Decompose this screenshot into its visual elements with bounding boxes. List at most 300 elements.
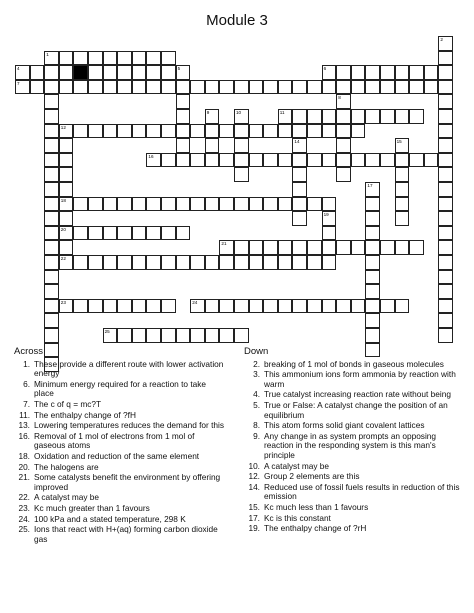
grid-cell[interactable]	[307, 197, 322, 212]
grid-cell[interactable]	[176, 197, 191, 212]
grid-cell[interactable]	[161, 153, 176, 168]
grid-cell[interactable]	[219, 197, 234, 212]
grid-cell[interactable]	[15, 65, 30, 80]
grid-cell[interactable]	[278, 299, 293, 314]
grid-cell[interactable]	[205, 197, 220, 212]
grid-cell[interactable]	[44, 197, 59, 212]
grid-cell[interactable]	[88, 226, 103, 241]
grid-cell[interactable]	[44, 138, 59, 153]
grid-cell[interactable]	[395, 65, 410, 80]
grid-cell[interactable]	[88, 124, 103, 139]
grid-cell[interactable]	[438, 270, 453, 285]
grid-cell[interactable]	[263, 124, 278, 139]
grid-cell[interactable]	[438, 36, 453, 51]
grid-cell[interactable]	[234, 328, 249, 343]
grid-cell[interactable]	[395, 182, 410, 197]
grid-cell[interactable]	[278, 109, 293, 124]
grid-cell[interactable]	[103, 51, 118, 66]
grid-cell[interactable]	[292, 167, 307, 182]
grid-cell[interactable]	[395, 138, 410, 153]
grid-cell[interactable]	[44, 240, 59, 255]
across-clue	[14, 411, 226, 421]
clue-number: 16	[148, 153, 154, 159]
grid-cell[interactable]	[44, 284, 59, 299]
grid-cell[interactable]	[351, 109, 366, 124]
grid-cell[interactable]	[44, 94, 59, 109]
grid-cell[interactable]	[292, 255, 307, 270]
grid-cell[interactable]	[278, 124, 293, 139]
grid-cell[interactable]	[59, 211, 74, 226]
grid-cell[interactable]	[438, 182, 453, 197]
grid-cell[interactable]	[103, 197, 118, 212]
grid-cell[interactable]	[44, 270, 59, 285]
clue-number: 17.	[248, 512, 260, 523]
grid-cell[interactable]	[132, 51, 147, 66]
grid-cell[interactable]	[395, 153, 410, 168]
grid-cell[interactable]	[44, 328, 59, 343]
grid-cell[interactable]	[234, 197, 249, 212]
grid-cell[interactable]	[190, 80, 205, 95]
grid-cell[interactable]	[132, 328, 147, 343]
grid-cell[interactable]	[307, 80, 322, 95]
grid-cell[interactable]	[409, 80, 424, 95]
grid-cell[interactable]	[409, 65, 424, 80]
grid-cell[interactable]	[365, 270, 380, 285]
grid-cell[interactable]	[395, 240, 410, 255]
grid-cell[interactable]	[409, 153, 424, 168]
grid-cell[interactable]	[146, 153, 161, 168]
grid-cell[interactable]	[219, 153, 234, 168]
grid-cell[interactable]	[234, 153, 249, 168]
grid-cell[interactable]	[59, 240, 74, 255]
grid-cell[interactable]	[190, 255, 205, 270]
grid-cell[interactable]	[146, 51, 161, 66]
grid-cell[interactable]	[117, 80, 132, 95]
grid-cell[interactable]	[59, 299, 74, 314]
grid-cell[interactable]	[205, 80, 220, 95]
grid-cell[interactable]	[176, 226, 191, 241]
grid-cell[interactable]	[161, 197, 176, 212]
down-clue	[244, 370, 466, 389]
grid-cell[interactable]	[438, 284, 453, 299]
grid-cell[interactable]	[219, 328, 234, 343]
grid-cell[interactable]	[438, 153, 453, 168]
grid-cell[interactable]	[132, 197, 147, 212]
grid-cell[interactable]	[103, 226, 118, 241]
grid-cell[interactable]	[278, 240, 293, 255]
grid-cell[interactable]	[88, 51, 103, 66]
grid-cell[interactable]	[219, 80, 234, 95]
grid-cell[interactable]	[292, 109, 307, 124]
grid-cell[interactable]	[438, 197, 453, 212]
grid-cell[interactable]	[161, 124, 176, 139]
grid-cell[interactable]	[322, 226, 337, 241]
grid-cell[interactable]	[44, 211, 59, 226]
grid-cell[interactable]	[146, 80, 161, 95]
grid-cell[interactable]	[249, 197, 264, 212]
grid-cell[interactable]	[424, 65, 439, 80]
grid-cell[interactable]	[438, 80, 453, 95]
grid-cell[interactable]	[438, 299, 453, 314]
grid-cell[interactable]	[59, 255, 74, 270]
grid-cell[interactable]	[292, 124, 307, 139]
grid-cell[interactable]	[190, 299, 205, 314]
grid-cell[interactable]	[219, 255, 234, 270]
grid-cell[interactable]	[176, 80, 191, 95]
grid-cell[interactable]	[103, 255, 118, 270]
clue-text: A catalyst may be	[34, 492, 100, 503]
grid-cell[interactable]	[409, 109, 424, 124]
grid-cell[interactable]	[336, 299, 351, 314]
grid-cell[interactable]	[161, 226, 176, 241]
grid-cell[interactable]	[73, 197, 88, 212]
grid-cell[interactable]	[176, 138, 191, 153]
grid-cell[interactable]	[59, 226, 74, 241]
grid-cell[interactable]	[59, 65, 74, 80]
grid-cell[interactable]	[59, 153, 74, 168]
clue-number: 24	[192, 299, 198, 305]
grid-cell[interactable]	[263, 255, 278, 270]
grid-cell[interactable]	[234, 167, 249, 182]
grid-cell[interactable]	[336, 109, 351, 124]
grid-cell[interactable]	[44, 226, 59, 241]
grid-cell[interactable]	[44, 313, 59, 328]
grid-cell[interactable]	[351, 240, 366, 255]
grid-cell[interactable]	[336, 94, 351, 109]
grid-cell[interactable]	[88, 80, 103, 95]
grid-cell[interactable]	[278, 197, 293, 212]
grid-cell[interactable]	[219, 299, 234, 314]
grid-cell[interactable]	[292, 138, 307, 153]
grid-cell[interactable]	[438, 240, 453, 255]
grid-cell[interactable]	[365, 197, 380, 212]
grid-cell[interactable]	[15, 80, 30, 95]
grid-cell[interactable]	[176, 153, 191, 168]
grid-cell[interactable]	[103, 80, 118, 95]
grid-cell[interactable]	[146, 255, 161, 270]
grid-cell[interactable]	[88, 255, 103, 270]
grid-cell[interactable]	[278, 153, 293, 168]
grid-cell[interactable]	[59, 80, 74, 95]
grid-cell[interactable]	[263, 240, 278, 255]
grid-cell[interactable]	[205, 109, 220, 124]
grid-cell[interactable]	[190, 124, 205, 139]
grid-cell[interactable]	[234, 124, 249, 139]
grid-cell[interactable]	[132, 226, 147, 241]
grid-cell[interactable]	[365, 153, 380, 168]
grid-cell[interactable]	[438, 138, 453, 153]
grid-cell[interactable]	[146, 197, 161, 212]
clue-number: 23.	[18, 502, 30, 513]
grid-cell[interactable]	[219, 124, 234, 139]
grid-cell[interactable]	[205, 153, 220, 168]
clue-text: Lowering temperatures reduces the demand for this	[34, 420, 225, 431]
grid-cell[interactable]	[380, 153, 395, 168]
grid-cell[interactable]	[117, 124, 132, 139]
across-clue	[14, 515, 226, 525]
down-clue	[244, 432, 466, 461]
grid-cell[interactable]	[219, 240, 234, 255]
grid-cell[interactable]	[146, 328, 161, 343]
grid-cell[interactable]	[365, 226, 380, 241]
grid-cell[interactable]	[322, 124, 337, 139]
grid-cell[interactable]	[117, 197, 132, 212]
grid-cell[interactable]	[263, 80, 278, 95]
grid-cell[interactable]	[322, 109, 337, 124]
grid-cell[interactable]	[103, 124, 118, 139]
grid-cell[interactable]	[44, 167, 59, 182]
grid-cell[interactable]	[30, 80, 45, 95]
grid-cell[interactable]	[59, 138, 74, 153]
grid-cell[interactable]	[395, 299, 410, 314]
clue-number: 4	[17, 66, 20, 72]
grid-cell[interactable]	[307, 299, 322, 314]
grid-cell[interactable]	[307, 240, 322, 255]
grid-cell[interactable]	[146, 65, 161, 80]
grid-cell[interactable]	[263, 197, 278, 212]
grid-cell[interactable]	[234, 80, 249, 95]
grid-cell[interactable]	[234, 299, 249, 314]
grid-cell[interactable]	[336, 167, 351, 182]
grid-cell[interactable]	[44, 124, 59, 139]
grid-cell[interactable]	[380, 240, 395, 255]
grid-cell[interactable]	[117, 299, 132, 314]
grid-cell[interactable]	[73, 80, 88, 95]
grid-cell[interactable]	[176, 328, 191, 343]
grid-cell[interactable]	[365, 284, 380, 299]
grid-cell[interactable]	[424, 80, 439, 95]
grid-cell[interactable]	[351, 153, 366, 168]
down-clue	[244, 401, 466, 420]
clue-number: 2	[440, 37, 443, 42]
grid-cell[interactable]	[249, 255, 264, 270]
grid-cell[interactable]	[278, 255, 293, 270]
grid-cell[interactable]	[176, 124, 191, 139]
down-clue	[244, 524, 466, 534]
grid-cell[interactable]	[132, 80, 147, 95]
grid-cell[interactable]	[205, 124, 220, 139]
grid-cell[interactable]	[205, 255, 220, 270]
grid-cell[interactable]	[44, 109, 59, 124]
grid-cell[interactable]	[44, 51, 59, 66]
grid-cell[interactable]	[44, 182, 59, 197]
grid-cell[interactable]	[307, 153, 322, 168]
grid-cell[interactable]	[336, 65, 351, 80]
grid-cell[interactable]	[161, 65, 176, 80]
grid-cell[interactable]	[132, 255, 147, 270]
grid-cell[interactable]	[365, 80, 380, 95]
grid-cell[interactable]	[59, 124, 74, 139]
grid-cell[interactable]	[395, 80, 410, 95]
grid-cell[interactable]	[409, 240, 424, 255]
grid-cell[interactable]	[234, 109, 249, 124]
grid-cell[interactable]	[263, 153, 278, 168]
grid-cell[interactable]	[424, 153, 439, 168]
grid-cell[interactable]	[30, 65, 45, 80]
grid-cell[interactable]	[322, 211, 337, 226]
grid-cell[interactable]	[190, 197, 205, 212]
grid-cell[interactable]	[438, 226, 453, 241]
grid-cell[interactable]	[292, 182, 307, 197]
grid-cell[interactable]	[117, 226, 132, 241]
grid-cell[interactable]	[365, 255, 380, 270]
grid-cell[interactable]	[132, 299, 147, 314]
grid-cell[interactable]	[234, 240, 249, 255]
grid-cell[interactable]	[438, 51, 453, 66]
grid-cell[interactable]	[351, 124, 366, 139]
clue-text: Oxidation and reduction of the same element	[34, 450, 200, 461]
grid-cell[interactable]	[292, 240, 307, 255]
grid-cell[interactable]	[380, 65, 395, 80]
grid-cell[interactable]	[322, 65, 337, 80]
grid-cell[interactable]	[117, 51, 132, 66]
clue-number: 15	[396, 139, 402, 145]
grid-cell[interactable]	[73, 299, 88, 314]
grid-cell[interactable]	[117, 328, 132, 343]
grid-cell[interactable]	[73, 124, 88, 139]
grid-cell[interactable]	[117, 65, 132, 80]
grid-cell[interactable]	[73, 226, 88, 241]
grid-cell[interactable]	[249, 240, 264, 255]
grid-cell[interactable]	[176, 109, 191, 124]
grid-cell[interactable]	[249, 124, 264, 139]
grid-cell[interactable]	[336, 240, 351, 255]
grid-cell[interactable]	[395, 109, 410, 124]
grid-cell[interactable]	[44, 299, 59, 314]
grid-cell[interactable]	[380, 109, 395, 124]
grid-cell[interactable]	[73, 255, 88, 270]
grid-cell[interactable]	[161, 51, 176, 66]
grid-cell[interactable]	[249, 153, 264, 168]
grid-cell[interactable]	[438, 328, 453, 343]
grid-cell[interactable]	[205, 299, 220, 314]
grid-cell[interactable]	[292, 153, 307, 168]
grid-cell[interactable]	[365, 211, 380, 226]
grid-cell[interactable]	[73, 51, 88, 66]
grid-cell[interactable]	[322, 240, 337, 255]
grid-cell[interactable]	[307, 124, 322, 139]
grid-cell[interactable]	[205, 328, 220, 343]
grid-cell[interactable]	[190, 328, 205, 343]
clue-number: 20.	[18, 461, 30, 472]
grid-cell[interactable]	[176, 255, 191, 270]
grid-cell[interactable]	[395, 167, 410, 182]
grid-cell[interactable]	[438, 211, 453, 226]
grid-cell[interactable]	[44, 153, 59, 168]
grid-cell[interactable]	[263, 299, 278, 314]
grid-cell[interactable]	[322, 255, 337, 270]
grid-cell[interactable]	[249, 299, 264, 314]
grid-cell[interactable]	[44, 65, 59, 80]
across-clue	[14, 504, 226, 514]
clue-text: The enthalpy change of ?fH	[34, 409, 136, 420]
grid-cell[interactable]	[234, 255, 249, 270]
grid-cell[interactable]	[438, 94, 453, 109]
grid-cell[interactable]	[322, 197, 337, 212]
grid-cell[interactable]	[336, 80, 351, 95]
grid-cell[interactable]	[395, 211, 410, 226]
grid-cell[interactable]	[336, 153, 351, 168]
grid-cell[interactable]	[59, 197, 74, 212]
grid-cell[interactable]	[161, 328, 176, 343]
grid-cell[interactable]	[365, 313, 380, 328]
down-clue-list	[244, 360, 466, 534]
grid-cell[interactable]	[176, 65, 191, 80]
grid-cell[interactable]	[292, 80, 307, 95]
grid-cell[interactable]	[59, 51, 74, 66]
grid-cell[interactable]	[322, 80, 337, 95]
grid-cell[interactable]	[395, 197, 410, 212]
grid-cell[interactable]	[278, 80, 293, 95]
grid-cell[interactable]	[380, 299, 395, 314]
grid-cell[interactable]	[161, 80, 176, 95]
grid-cell[interactable]	[234, 138, 249, 153]
grid-cell[interactable]	[438, 124, 453, 139]
grid-cell[interactable]	[292, 299, 307, 314]
grid-cell[interactable]	[59, 182, 74, 197]
grid-cell[interactable]	[88, 65, 103, 80]
grid-cell[interactable]	[307, 255, 322, 270]
grid-cell[interactable]	[132, 124, 147, 139]
grid-cell[interactable]	[146, 299, 161, 314]
grid-cell[interactable]	[117, 255, 132, 270]
grid-cell[interactable]	[365, 328, 380, 343]
grid-cell[interactable]	[190, 153, 205, 168]
grid-cell[interactable]	[88, 299, 103, 314]
grid-cell[interactable]	[44, 255, 59, 270]
grid-cell[interactable]	[161, 255, 176, 270]
across-clue	[14, 421, 226, 431]
grid-cell[interactable]	[307, 109, 322, 124]
grid-cell[interactable]	[44, 80, 59, 95]
grid-cell[interactable]	[103, 299, 118, 314]
grid-cell[interactable]	[336, 138, 351, 153]
grid-cell[interactable]	[249, 80, 264, 95]
grid-cell[interactable]	[438, 109, 453, 124]
grid-cell[interactable]	[365, 109, 380, 124]
grid-cell[interactable]	[132, 65, 147, 80]
grid-cell[interactable]	[438, 65, 453, 80]
grid-cell[interactable]	[59, 167, 74, 182]
grid-cell[interactable]	[322, 153, 337, 168]
grid-cell[interactable]	[365, 299, 380, 314]
grid-cell[interactable]	[351, 80, 366, 95]
grid-cell[interactable]	[176, 94, 191, 109]
grid-cell[interactable]	[365, 65, 380, 80]
grid-cell[interactable]	[103, 328, 118, 343]
grid-cell[interactable]	[322, 299, 337, 314]
grid-cell[interactable]	[365, 240, 380, 255]
grid-cell[interactable]	[292, 211, 307, 226]
grid-cell[interactable]	[292, 197, 307, 212]
grid-cell[interactable]	[88, 197, 103, 212]
grid-cell[interactable]	[438, 255, 453, 270]
grid-cell[interactable]	[438, 167, 453, 182]
grid-cell[interactable]	[380, 80, 395, 95]
grid-cell[interactable]	[103, 65, 118, 80]
grid-cell[interactable]	[351, 299, 366, 314]
grid-cell[interactable]	[161, 299, 176, 314]
grid-cell[interactable]	[438, 313, 453, 328]
across-clue	[14, 525, 226, 544]
clue-number: 12.	[248, 471, 260, 482]
grid-cell[interactable]	[205, 138, 220, 153]
grid-cell[interactable]	[365, 182, 380, 197]
grid-cell[interactable]	[336, 124, 351, 139]
grid-cell[interactable]	[351, 65, 366, 80]
grid-cell[interactable]	[146, 226, 161, 241]
grid-cell[interactable]	[146, 124, 161, 139]
